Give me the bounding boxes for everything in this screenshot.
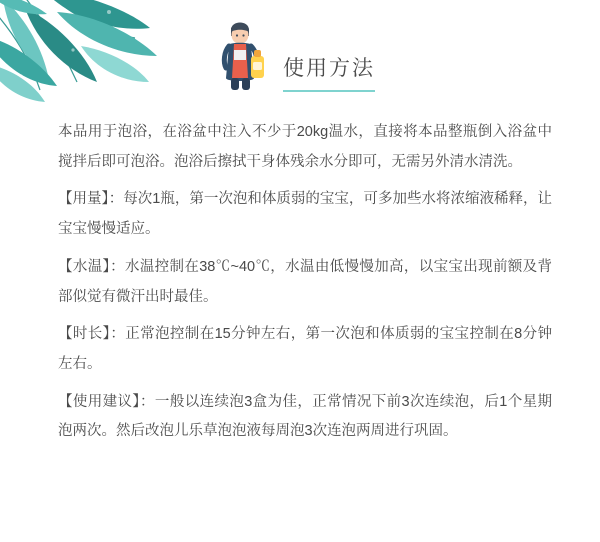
section-header [215,12,375,92]
paragraph-dosage: 【用量】：每次1瓶，第一次泡和体质弱的宝宝，可多加些水将浓缩液稀释，让宝宝慢慢适应。 [58,191,552,238]
paragraph: 本品用于泡浴，在浴盆中注入不少于20kg温水，直接将本品整瓶倒入浴盆中搅拌后即可泡浴。泡浴后擦拭干身体残余水分即可，无需另外清水清洗。 [58,124,552,170]
paragraph-duration: 【时长】：正常泡控制在15分钟左右，第一次泡和体质弱的宝宝控制在8分钟左右。 [58,326,552,373]
usage-instructions [58,118,552,447]
page-title: 使用方法 [283,53,375,93]
bath-bottle-person-icon [215,16,273,92]
paragraph-water-temperature: 【水温】：水温控制在38℃~40℃，水温由低慢慢加高，以宝宝出现前额及背部似觉有微汗出时最佳。 [58,258,552,305]
paragraph-suggestion: 【使用建议】：一般以连续泡3盒为佳，正常情况下前3次连续泡，后1个星期泡两次。然后改泡儿乐草泡泡液每周泡3次连泡两周进行巩固。 [58,393,552,440]
